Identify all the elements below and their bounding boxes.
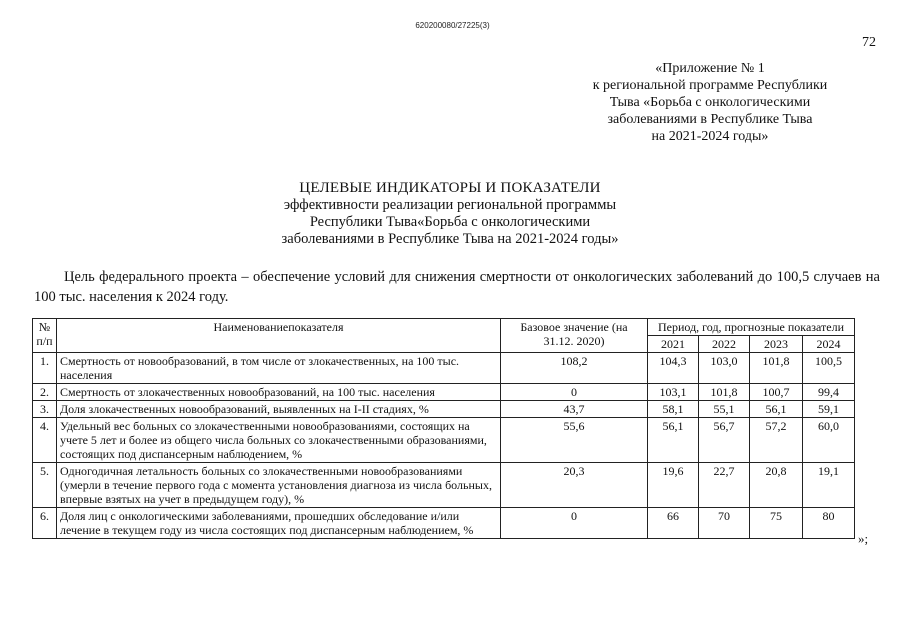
row-value: 70 [699, 508, 750, 539]
row-value: 103,1 [648, 384, 699, 401]
table-header-row [33, 319, 855, 336]
row-value: 100,5 [803, 353, 855, 384]
row-value: 59,1 [803, 401, 855, 418]
row-value: 58,1 [648, 401, 699, 418]
table-row [33, 508, 855, 539]
row-num: 3. [33, 401, 57, 418]
row-num: 1. [33, 353, 57, 384]
appendix-line: Тыва «Борьба с онкологическими [609, 95, 811, 110]
row-base: 0 [501, 508, 648, 539]
header-period: Период, год, прогнозные показатели [648, 319, 855, 336]
row-value: 56,1 [750, 401, 803, 418]
row-base: 108,2 [501, 353, 648, 384]
appendix-line: к региональной программе Республики [592, 78, 828, 93]
row-value: 56,7 [699, 418, 750, 463]
row-value: 22,7 [699, 463, 750, 508]
row-value: 57,2 [750, 418, 803, 463]
goal-paragraph [34, 267, 880, 307]
title-line: эффективности реализации региональной программы [283, 197, 617, 213]
table-row [33, 463, 855, 508]
row-base: 43,7 [501, 401, 648, 418]
row-value: 60,0 [803, 418, 855, 463]
title-main: ЦЕЛЕВЫЕ ИНДИКАТОРЫ И ПОКАЗАТЕЛИ [299, 180, 601, 196]
indicators-table [32, 318, 855, 539]
table-row [33, 418, 855, 463]
row-value: 56,1 [648, 418, 699, 463]
row-value: 104,3 [648, 353, 699, 384]
row-name: Смертность от новообразований, в том числе от злокачественных, на 100 тыс. населения [57, 353, 501, 384]
header-year: 2021 [648, 336, 699, 353]
row-num: 5. [33, 463, 57, 508]
row-value: 20,8 [750, 463, 803, 508]
document-title [230, 180, 670, 248]
row-value: 103,0 [699, 353, 750, 384]
row-num: 6. [33, 508, 57, 539]
closing-quote: »; [858, 531, 869, 546]
row-value: 19,6 [648, 463, 699, 508]
row-name: Смертность от злокачественных новообразований, на 100 тыс. населения [57, 384, 501, 401]
row-base: 20,3 [501, 463, 648, 508]
header-year: 2023 [750, 336, 803, 353]
goal-text: Цель федерального проекта – обеспечение условий для снижения смертности от онкологических заболеваний до 100,5 случаев на 100 тыс. населения к 2024 году. [34, 269, 880, 305]
row-value: 66 [648, 508, 699, 539]
row-value: 101,8 [750, 353, 803, 384]
header-base: Базовое значение (на 31.12. 2020) [501, 319, 648, 353]
row-value: 101,8 [699, 384, 750, 401]
header-name: Наименованиепоказателя [57, 319, 501, 353]
header-num: № п/п [33, 319, 57, 353]
appendix-line: на 2021-2024 годы» [651, 129, 769, 144]
appendix-header [560, 60, 860, 145]
row-value: 75 [750, 508, 803, 539]
table-row [33, 384, 855, 401]
row-name: Удельный вес больных со злокачественными новообразованиями, состоящих на учете 5 лет и более из общего числа больных со злокачественными образованиями, состоящих под диспансерным наблюдением, % [57, 418, 501, 463]
row-base: 0 [501, 384, 648, 401]
row-value: 80 [803, 508, 855, 539]
title-line: Республики Тыва«Борьба с онкологическими [309, 214, 591, 230]
row-num: 4. [33, 418, 57, 463]
row-name: Доля злокачественных новообразований, выявленных на I-II стадиях, % [57, 401, 501, 418]
row-base: 55,6 [501, 418, 648, 463]
table-row [33, 401, 855, 418]
row-value: 99,4 [803, 384, 855, 401]
row-name: Доля лиц с онкологическими заболеваниями, прошедших обследование и/или лечение в текущем году из числа состоящих под диспансерным наблюдением, % [57, 508, 501, 539]
header-year: 2024 [803, 336, 855, 353]
row-num: 2. [33, 384, 57, 401]
title-line: заболеваниями в Республике Тыва на 2021-2024 годы» [281, 231, 619, 247]
appendix-line: «Приложение № 1 [655, 61, 765, 76]
header-year: 2022 [699, 336, 750, 353]
row-name: Одногодичная летальность больных со злокачественными новообразованиями (умерли в течение первого года с момента установления диагноза из числа больных, впервые взятых на учет в предыдущем году), % [57, 463, 501, 508]
page-number: 72 [862, 35, 876, 50]
table-row [33, 353, 855, 384]
document-code: 620200080/27225(3) [415, 21, 490, 30]
row-value: 19,1 [803, 463, 855, 508]
row-value: 55,1 [699, 401, 750, 418]
row-value: 100,7 [750, 384, 803, 401]
appendix-line: заболеваниями в Республике Тыва [607, 112, 813, 127]
